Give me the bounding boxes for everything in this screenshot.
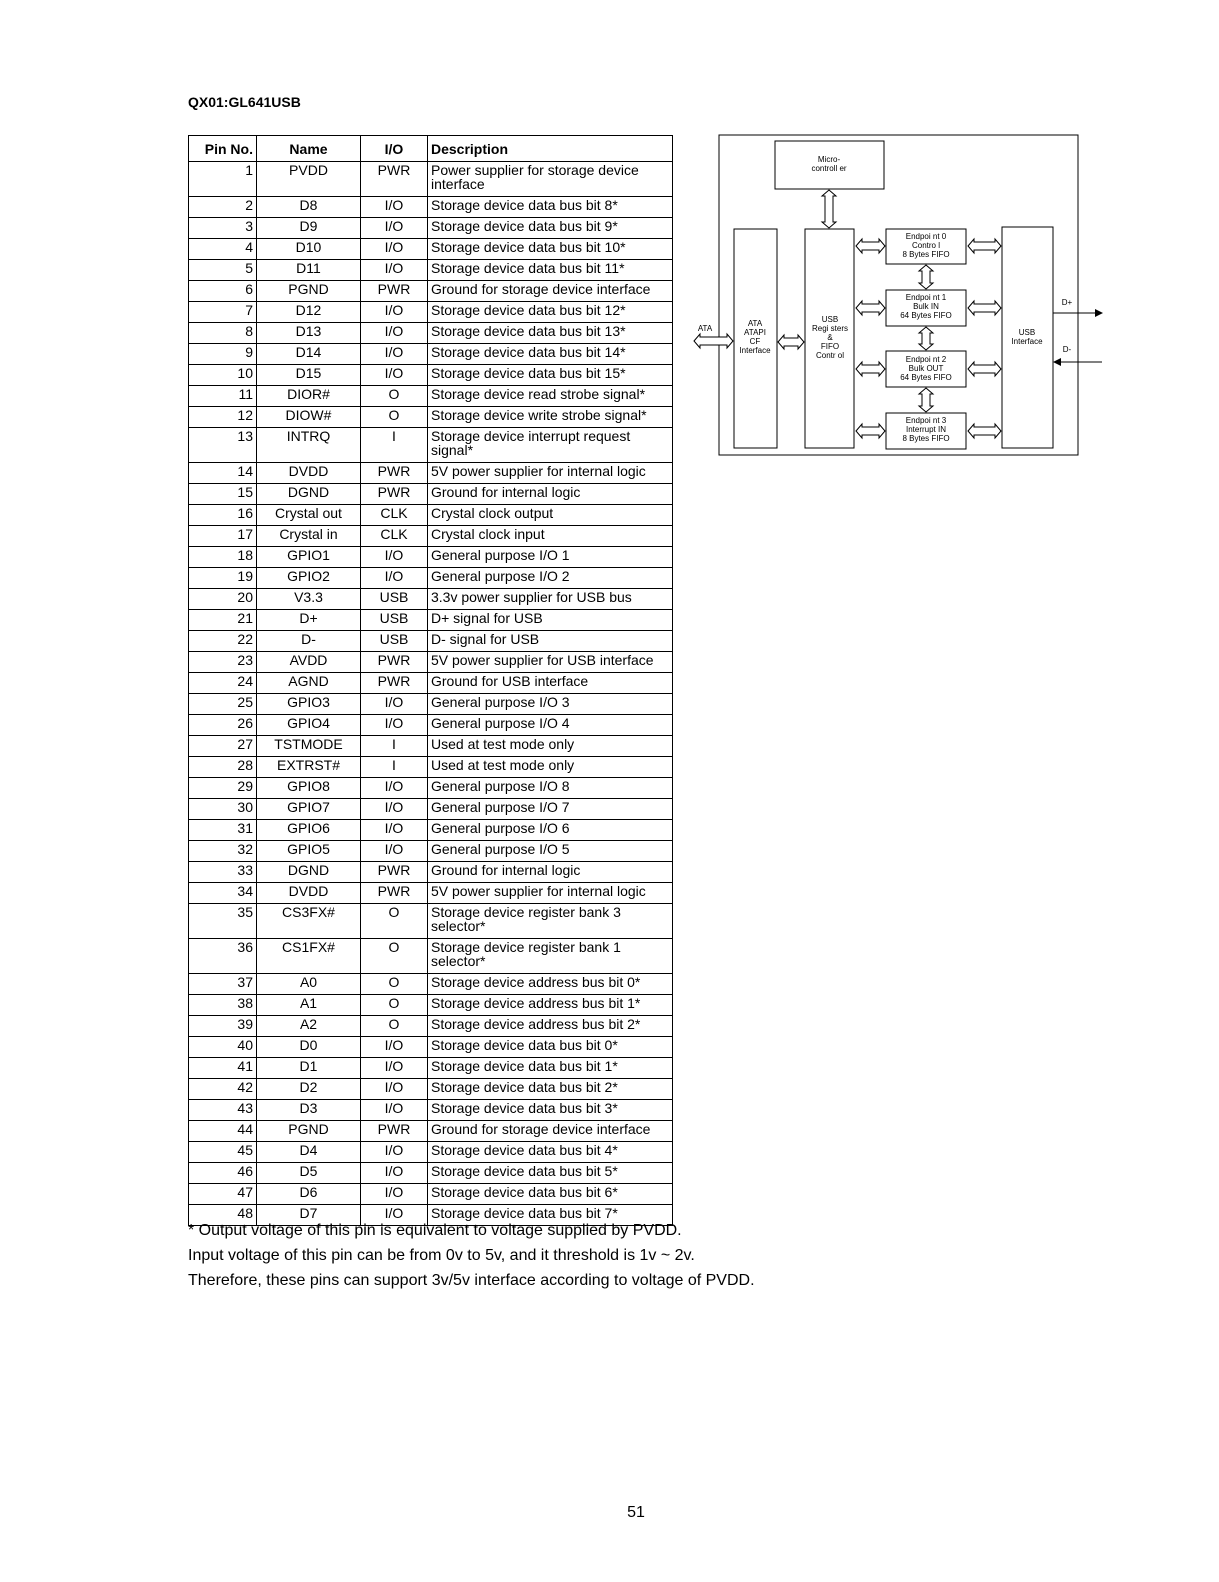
pin-number-cell: 47	[189, 1184, 257, 1205]
table-row	[189, 218, 673, 239]
pin-description-cell: 5V power supplier for internal logic	[428, 883, 673, 904]
pin-io-cell: I/O	[361, 1184, 428, 1205]
bus-arrow	[968, 301, 1001, 315]
table-row	[189, 1163, 673, 1184]
pin-description-cell: Ground for USB interface	[428, 673, 673, 694]
bus-arrow	[694, 334, 733, 348]
pin-number-cell: 36	[189, 939, 257, 974]
pin-description-cell: Storage device data bus bit 11*	[428, 260, 673, 281]
pin-description-cell: 3.3v power supplier for USB bus	[428, 589, 673, 610]
table-row	[189, 323, 673, 344]
table-row	[189, 344, 673, 365]
pin-number-cell: 42	[189, 1079, 257, 1100]
table-row	[189, 736, 673, 757]
pin-io-cell: PWR	[361, 162, 428, 197]
pin-io-cell: I	[361, 736, 428, 757]
table-row	[189, 1142, 673, 1163]
pin-number-cell: 10	[189, 365, 257, 386]
pin-number-cell: 32	[189, 841, 257, 862]
pin-number-cell: 26	[189, 715, 257, 736]
pin-io-cell: I/O	[361, 218, 428, 239]
page-number: 51	[627, 1504, 645, 1521]
pin-name-cell: D+	[257, 610, 361, 631]
pin-description-cell: Storage device address bus bit 1*	[428, 995, 673, 1016]
pin-description-cell: Used at test mode only	[428, 757, 673, 778]
pin-number-cell: 46	[189, 1163, 257, 1184]
footnote-line-3: Therefore, these pins can support 3v/5v interface according to voltage of PVDD.	[188, 1272, 755, 1289]
pin-number-cell: 30	[189, 799, 257, 820]
pin-number-cell: 19	[189, 568, 257, 589]
pin-description-cell: General purpose I/O 6	[428, 820, 673, 841]
pin-description-cell: Storage device data bus bit 15*	[428, 365, 673, 386]
d-plus-label: D+	[1061, 298, 1073, 307]
table-row	[189, 694, 673, 715]
pin-description-cell: Storage device register bank 3 selector*	[428, 904, 673, 939]
pin-description-cell: Storage device data bus bit 9*	[428, 218, 673, 239]
pin-io-cell: PWR	[361, 1121, 428, 1142]
table-row	[189, 302, 673, 323]
pin-name-cell: GPIO2	[257, 568, 361, 589]
table-row	[189, 1184, 673, 1205]
pin-description-cell: Storage device data bus bit 2*	[428, 1079, 673, 1100]
header-name: Name	[257, 136, 361, 162]
pin-io-cell: O	[361, 939, 428, 974]
pin-number-cell: 34	[189, 883, 257, 904]
pin-io-cell: I/O	[361, 197, 428, 218]
usb-registers-label: USB Regi sters & FIFO Contr ol	[811, 315, 849, 360]
table-row	[189, 715, 673, 736]
pin-io-cell: I/O	[361, 547, 428, 568]
pin-description-cell: Storage device data bus bit 3*	[428, 1100, 673, 1121]
pin-number-cell: 7	[189, 302, 257, 323]
pin-description-cell: General purpose I/O 1	[428, 547, 673, 568]
bus-arrow	[856, 362, 885, 376]
table-row	[189, 505, 673, 526]
table-row	[189, 1037, 673, 1058]
header-io: I/O	[361, 136, 428, 162]
bus-arrows	[694, 190, 1001, 438]
pin-name-cell: A1	[257, 995, 361, 1016]
pin-number-cell: 27	[189, 736, 257, 757]
pin-io-cell: I/O	[361, 1163, 428, 1184]
pin-name-cell: DIOW#	[257, 407, 361, 428]
pin-io-cell: PWR	[361, 673, 428, 694]
table-row	[189, 568, 673, 589]
table-row	[189, 799, 673, 820]
table-row	[189, 673, 673, 694]
pin-io-cell: O	[361, 974, 428, 995]
pin-name-cell: A2	[257, 1016, 361, 1037]
bus-arrow	[856, 239, 885, 253]
pin-name-cell: D9	[257, 218, 361, 239]
pin-io-cell: I/O	[361, 820, 428, 841]
pin-description-cell: Storage device data bus bit 6*	[428, 1184, 673, 1205]
bus-arrow	[968, 424, 1001, 438]
pin-number-cell: 22	[189, 631, 257, 652]
pin-io-cell: PWR	[361, 281, 428, 302]
table-row	[189, 904, 673, 939]
pin-description-cell: Storage device data bus bit 4*	[428, 1142, 673, 1163]
table-row	[189, 1121, 673, 1142]
pin-io-cell: PWR	[361, 862, 428, 883]
pin-name-cell: D8	[257, 197, 361, 218]
pin-number-cell: 44	[189, 1121, 257, 1142]
pin-io-cell: PWR	[361, 484, 428, 505]
table-row	[189, 162, 673, 197]
pin-description-cell: 5V power supplier for USB interface	[428, 652, 673, 673]
pin-io-cell: O	[361, 407, 428, 428]
pin-name-cell: GPIO8	[257, 778, 361, 799]
pin-name-cell: DIOR#	[257, 386, 361, 407]
pin-number-cell: 24	[189, 673, 257, 694]
footnote-line-1: * Output voltage of this pin is equivalent to voltage supplied by PVDD.	[188, 1222, 682, 1239]
pin-io-cell: I	[361, 428, 428, 463]
bus-arrow	[968, 239, 1001, 253]
footnote-line-2: Input voltage of this pin can be from 0v to 5v, and it threshold is 1v ~ 2v.	[188, 1247, 695, 1264]
pin-number-cell: 18	[189, 547, 257, 568]
pin-name-cell: DGND	[257, 484, 361, 505]
pin-name-cell: D4	[257, 1142, 361, 1163]
pin-name-cell: CS3FX#	[257, 904, 361, 939]
table-row	[189, 631, 673, 652]
pin-name-cell: D-	[257, 631, 361, 652]
pin-name-cell: D13	[257, 323, 361, 344]
pin-description-cell: Storage device data bus bit 7*	[428, 1205, 673, 1226]
pin-io-cell: O	[361, 1016, 428, 1037]
pin-name-cell: GPIO7	[257, 799, 361, 820]
pin-name-cell: Crystal out	[257, 505, 361, 526]
pin-io-cell: PWR	[361, 463, 428, 484]
pin-description-cell: Storage device data bus bit 0*	[428, 1037, 673, 1058]
table-row	[189, 974, 673, 995]
pin-description-cell: D- signal for USB	[428, 631, 673, 652]
pin-io-cell: I/O	[361, 715, 428, 736]
pin-description-cell: D+ signal for USB	[428, 610, 673, 631]
pin-number-cell: 29	[189, 778, 257, 799]
pin-name-cell: GPIO4	[257, 715, 361, 736]
pin-description-cell: Storage device interrupt request signal*	[428, 428, 673, 463]
pin-number-cell: 31	[189, 820, 257, 841]
pin-number-cell: 12	[189, 407, 257, 428]
pin-number-cell: 21	[189, 610, 257, 631]
pin-io-cell: O	[361, 386, 428, 407]
pin-number-cell: 9	[189, 344, 257, 365]
pin-name-cell: D14	[257, 344, 361, 365]
block-diagram	[690, 133, 1110, 463]
pin-io-cell: I/O	[361, 1058, 428, 1079]
pin-io-cell: PWR	[361, 652, 428, 673]
table-row	[189, 197, 673, 218]
pin-name-cell: INTRQ	[257, 428, 361, 463]
table-row	[189, 883, 673, 904]
pin-name-cell: DVDD	[257, 463, 361, 484]
pin-io-cell: O	[361, 904, 428, 939]
table-row	[189, 1016, 673, 1037]
footnote	[188, 1218, 755, 1293]
pin-name-cell: D12	[257, 302, 361, 323]
pin-description-cell: Storage device data bus bit 13*	[428, 323, 673, 344]
pin-table	[188, 135, 673, 1226]
pin-name-cell: EXTRST#	[257, 757, 361, 778]
pin-io-cell: I/O	[361, 260, 428, 281]
pin-description-cell: General purpose I/O 4	[428, 715, 673, 736]
pin-description-cell: Ground for internal logic	[428, 484, 673, 505]
pin-description-cell: General purpose I/O 8	[428, 778, 673, 799]
pin-number-cell: 39	[189, 1016, 257, 1037]
pin-name-cell: PGND	[257, 281, 361, 302]
pin-number-cell: 2	[189, 197, 257, 218]
table-row	[189, 778, 673, 799]
pin-name-cell: D2	[257, 1079, 361, 1100]
pin-description-cell: Ground for storage device interface	[428, 281, 673, 302]
usb-interface-label: USB Interface	[1011, 328, 1043, 346]
pin-io-cell: I/O	[361, 799, 428, 820]
table-row	[189, 589, 673, 610]
pin-description-cell: Storage device data bus bit 5*	[428, 1163, 673, 1184]
pin-io-cell: I/O	[361, 1037, 428, 1058]
pin-io-cell: I/O	[361, 323, 428, 344]
pin-number-cell: 20	[189, 589, 257, 610]
pin-io-cell: I	[361, 757, 428, 778]
table-row	[189, 862, 673, 883]
pin-number-cell: 45	[189, 1142, 257, 1163]
pin-io-cell: USB	[361, 589, 428, 610]
ata-external-label: ATA	[697, 324, 713, 333]
pin-number-cell: 1	[189, 162, 257, 197]
pin-io-cell: I/O	[361, 1205, 428, 1226]
pin-description-cell: Storage device data bus bit 1*	[428, 1058, 673, 1079]
pin-name-cell: Crystal in	[257, 526, 361, 547]
pin-name-cell: DGND	[257, 862, 361, 883]
pin-number-cell: 8	[189, 323, 257, 344]
table-row	[189, 820, 673, 841]
pin-description-cell: Ground for storage device interface	[428, 1121, 673, 1142]
endpoint0-label: Endpoi nt 0 Contro l 8 Bytes FIFO	[902, 232, 950, 259]
pin-number-cell: 41	[189, 1058, 257, 1079]
pin-name-cell: D5	[257, 1163, 361, 1184]
pin-description-cell: Storage device register bank 1 selector*	[428, 939, 673, 974]
pin-name-cell: D1	[257, 1058, 361, 1079]
bus-arrow	[856, 301, 885, 315]
table-row	[189, 281, 673, 302]
table-row	[189, 995, 673, 1016]
pin-description-cell: General purpose I/O 3	[428, 694, 673, 715]
pin-name-cell: GPIO6	[257, 820, 361, 841]
pin-number-cell: 25	[189, 694, 257, 715]
pin-name-cell: D6	[257, 1184, 361, 1205]
pin-number-cell: 48	[189, 1205, 257, 1226]
pin-name-cell: GPIO3	[257, 694, 361, 715]
table-header-row	[189, 136, 673, 162]
pin-number-cell: 16	[189, 505, 257, 526]
table-row	[189, 386, 673, 407]
bus-arrow	[919, 327, 933, 350]
bus-arrow	[856, 424, 885, 438]
pin-description-cell: Storage device read strobe signal*	[428, 386, 673, 407]
pin-number-cell: 5	[189, 260, 257, 281]
pin-name-cell: DVDD	[257, 883, 361, 904]
table-row	[189, 1058, 673, 1079]
table-row	[189, 547, 673, 568]
pin-description-cell: General purpose I/O 5	[428, 841, 673, 862]
pin-name-cell: AVDD	[257, 652, 361, 673]
endpoint2-label: Endpoi nt 2 Bulk OUT 64 Bytes FIFO	[900, 355, 952, 382]
pin-io-cell: I/O	[361, 694, 428, 715]
table-row	[189, 463, 673, 484]
pin-io-cell: I/O	[361, 778, 428, 799]
pin-io-cell: I/O	[361, 365, 428, 386]
pin-number-cell: 38	[189, 995, 257, 1016]
pin-io-cell: I/O	[361, 302, 428, 323]
pin-io-cell: O	[361, 995, 428, 1016]
pin-description-cell: Storage device address bus bit 0*	[428, 974, 673, 995]
table-row	[189, 365, 673, 386]
bus-arrow	[968, 362, 1001, 376]
pin-name-cell: PVDD	[257, 162, 361, 197]
d-minus-label: D-	[1062, 345, 1072, 354]
pin-number-cell: 43	[189, 1100, 257, 1121]
pin-name-cell: D11	[257, 260, 361, 281]
pin-number-cell: 3	[189, 218, 257, 239]
pin-name-cell: AGND	[257, 673, 361, 694]
pin-io-cell: I/O	[361, 239, 428, 260]
pin-name-cell: D3	[257, 1100, 361, 1121]
pin-number-cell: 14	[189, 463, 257, 484]
pin-name-cell: D0	[257, 1037, 361, 1058]
pin-name-cell: D15	[257, 365, 361, 386]
pin-description-cell: Storage device write strobe signal*	[428, 407, 673, 428]
pin-io-cell: I/O	[361, 841, 428, 862]
pin-number-cell: 35	[189, 904, 257, 939]
pin-name-cell: D10	[257, 239, 361, 260]
table-row	[189, 939, 673, 974]
pin-number-cell: 28	[189, 757, 257, 778]
pin-io-cell: USB	[361, 610, 428, 631]
pin-io-cell: PWR	[361, 883, 428, 904]
pin-io-cell: USB	[361, 631, 428, 652]
table-row	[189, 841, 673, 862]
endpoint3-label: Endpoi nt 3 Interrupt IN 8 Bytes FIFO	[902, 416, 950, 443]
table-row	[189, 407, 673, 428]
pin-description-cell: Used at test mode only	[428, 736, 673, 757]
pin-number-cell: 37	[189, 974, 257, 995]
pin-number-cell: 40	[189, 1037, 257, 1058]
table-row	[189, 239, 673, 260]
pin-description-cell: General purpose I/O 2	[428, 568, 673, 589]
header-description: Description	[428, 136, 673, 162]
table-row	[189, 260, 673, 281]
pin-number-cell: 13	[189, 428, 257, 463]
pin-name-cell: A0	[257, 974, 361, 995]
pin-number-cell: 4	[189, 239, 257, 260]
ata-interface-label: ATA ATAPI CF Interface	[739, 319, 771, 355]
pin-description-cell: General purpose I/O 7	[428, 799, 673, 820]
pin-name-cell: GPIO5	[257, 841, 361, 862]
table-row	[189, 652, 673, 673]
pin-number-cell: 17	[189, 526, 257, 547]
pin-io-cell: I/O	[361, 1100, 428, 1121]
pin-name-cell: V3.3	[257, 589, 361, 610]
pin-description-cell: Storage device address bus bit 2*	[428, 1016, 673, 1037]
endpoint1-label: Endpoi nt 1 Bulk IN 64 Bytes FIFO	[900, 293, 952, 320]
table-row	[189, 428, 673, 463]
table-row	[189, 1079, 673, 1100]
pin-name-cell: TSTMODE	[257, 736, 361, 757]
table-row	[189, 757, 673, 778]
pin-number-cell: 6	[189, 281, 257, 302]
bus-arrow	[778, 335, 804, 349]
table-row	[189, 610, 673, 631]
pin-io-cell: I/O	[361, 568, 428, 589]
pin-number-cell: 33	[189, 862, 257, 883]
pin-description-cell: Storage device data bus bit 8*	[428, 197, 673, 218]
pin-io-cell: I/O	[361, 344, 428, 365]
microcontroller-label: Micro-controll er	[811, 155, 847, 173]
pin-number-cell: 11	[189, 386, 257, 407]
diagram-frame	[719, 135, 1078, 455]
header-pin-no: Pin No.	[189, 136, 257, 162]
pin-description-cell: Crystal clock output	[428, 505, 673, 526]
pin-description-cell: 5V power supplier for internal logic	[428, 463, 673, 484]
pin-name-cell: GPIO1	[257, 547, 361, 568]
pin-io-cell: CLK	[361, 526, 428, 547]
pin-name-cell: D7	[257, 1205, 361, 1226]
pin-description-cell: Storage device data bus bit 10*	[428, 239, 673, 260]
pin-io-cell: CLK	[361, 505, 428, 526]
table-row	[189, 1100, 673, 1121]
pin-io-cell: I/O	[361, 1142, 428, 1163]
document-title: QX01:GL641USB	[188, 94, 301, 110]
pin-io-cell: I/O	[361, 1079, 428, 1100]
bus-arrow	[919, 265, 933, 289]
table-row	[189, 526, 673, 547]
pin-number-cell: 15	[189, 484, 257, 505]
pin-name-cell: CS1FX#	[257, 939, 361, 974]
pin-description-cell: Power supplier for storage device interface	[428, 162, 673, 197]
bus-arrow	[822, 190, 836, 228]
pin-name-cell: PGND	[257, 1121, 361, 1142]
pin-description-cell: Storage device data bus bit 14*	[428, 344, 673, 365]
pin-description-cell: Storage device data bus bit 12*	[428, 302, 673, 323]
pin-description-cell: Ground for internal logic	[428, 862, 673, 883]
pin-number-cell: 23	[189, 652, 257, 673]
bus-arrow	[919, 388, 933, 412]
table-row	[189, 484, 673, 505]
pin-description-cell: Crystal clock input	[428, 526, 673, 547]
